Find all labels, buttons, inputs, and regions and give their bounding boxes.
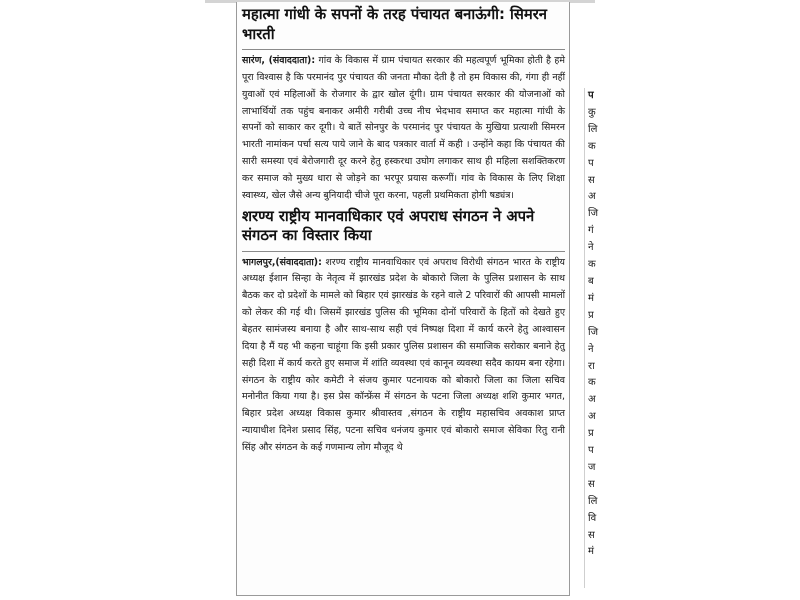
article1-headline: महात्मा गांधी के सपनों के तरह पंचायत बनाऊंगी: सिमरन भारती [242, 6, 547, 43]
adjacent-column-line: जि [588, 208, 599, 220]
adjacent-column-line: स [588, 174, 595, 186]
adjacent-column-line: गं [588, 225, 594, 237]
adjacent-column-line: क [588, 140, 596, 152]
adjacent-column-line: प [588, 90, 594, 101]
adjacent-column-line: प [588, 445, 594, 457]
adjacent-column-line: वि [588, 512, 597, 524]
adjacent-column-line: अ [588, 394, 596, 406]
adjacent-column-line: प्र [588, 428, 594, 440]
adjacent-column-line: अ [588, 411, 596, 423]
adjacent-column-line: अ [588, 191, 596, 203]
adjacent-column-line: मं [588, 546, 594, 558]
adjacent-column-line: ने [588, 343, 594, 355]
adjacent-column-line: रा [588, 360, 595, 372]
adjacent-column-line: क [588, 377, 596, 389]
adjacent-column-line: प [588, 157, 594, 169]
adjacent-column-line: क [588, 259, 596, 271]
adjacent-column-line: स [588, 478, 595, 490]
adjacent-column-line: ब [588, 275, 594, 287]
article2-text: शरण्य राष्ट्रीय मानवाधिकार एवं अपराध विरोधी संगठन भारत के राष्ट्रीय अध्यक्ष ईशान सिन्हा के नेतृत्व में झारखंड प्रदेश के बोकारो जिला के पुलिस प्रशासन के साथ बैठक कर दो प्रदेशों के मामले को बिहार एवं झारखंड के रहने वाले 2 परिवारों की आपसी मामलों को लेकर की गई थी। जिसमें झारखंड पुलिस की भूमिका दोनों परिवारों के हितों को देखते हुए बेहतर सामंजस्य बनाया है और साथ-साथ सही एवं निष्पक्ष दिशा में कार्य करने हेतु आश्वासन दिया है मैं यह भी कहना चाहूंगा कि इसी प्रकार पुलिस प्रशासन की समाजिक सरोकार बनाने हेतु सही दिशा में कार्य करते हुए समाज में शांति व्यवस्था एवं कानून व्यवस्था सदैव कायम बना रहेगा। संगठन के राष्ट्रीय कोर कमेटी ने संजय कुमार पटनायक को बोकारो जिला का जिला सचिव मनोनीत किया गया है। इस प्रेस कॉन्फ्रेंस में संगठन के पटना जिला अध्यक्ष शशि कुमार भगत, बिहार प्रदेश अध्यक्ष विकास कुमार श्रीवास्तव ,संगठन के राष्ट्रीय महासचिव अवकाश प्राप्त न्यायाधीश दिनेश प्रसाद सिंह, पटना सचिव धनंजय कुमार एवं बोकारो समाज सेविका रितु रानी सिंह और संगठन के कई गणमान्य लोग मौजूद थे [242, 256, 565, 453]
divider-rule [242, 251, 565, 252]
article1-dateline: सारंण, (संवाददाता): [242, 55, 316, 66]
adjacent-column-fragment [584, 88, 601, 588]
adjacent-column-line: कु [588, 106, 596, 118]
article1-body [242, 53, 565, 205]
adjacent-column-line: ज [588, 461, 596, 473]
article2-body [242, 255, 565, 457]
adjacent-column-line: ने [588, 242, 594, 254]
adjacent-column-line: प्र [588, 309, 594, 321]
adjacent-column-line: स [588, 529, 595, 541]
divider-rule [242, 49, 565, 50]
newspaper-column [236, 2, 570, 596]
article2-headline: शरण्य राष्ट्रीय मानवाधिकार एवं अपराध संगठन ने अपने संगठन का विस्तार किया [242, 207, 535, 245]
adjacent-column-line: लि [588, 123, 598, 135]
adjacent-column-line: मं [588, 292, 594, 304]
adjacent-column-line: लि [588, 495, 598, 507]
article1-text: गांव के विकास में ग्राम पंचायत सरकार की महत्वपूर्ण भूमिका होती है हमे पूरा विश्वास है कि परमानंद पुर पंचायत की जनता मौका देती है तो हम विकास की, गंगा ही नहीं युवाओं एवं महिलाओं के रोजगार के द्वार खोल दूंगी। ग्राम पंचायत सरकार की योजनाओं को लाभार्थियों तक पहुंच बनाकर अमीरी गरीबी उच्च नीच भेदभाव समाप्त कर महात्मा गांधी के सपनों को साकार कर दूगी। ये बातें सोनपुर के परमानंद पुर पंचायत के मुखिया प्रत्याशी सिमरन भारती नामांकन पर्चा सत्य पाये जाने के बाद पत्रकार वार्ता में कही । उन्होंने कहा कि पंचायत की सारी समस्या एवं बेरोजगारी दूर करने हेतु हस्करधा उघोग लगाकर साथ ही महिला सशक्तिकरण कर समाज को मुख्य धारा से जोड़ने का भरपूर प्रयास करूगीं। गांव के विकास के लिए शिक्षा स्वास्थ्य, खेल जैसे अन्य बुनियादी चीजे पूरा करना, पहली प्रथमिकता होगी षड्यंत्र। [242, 55, 565, 201]
article2-dateline: भागलपुर,(संवाददाता): [242, 256, 322, 268]
adjacent-column-line: जि [588, 326, 599, 338]
